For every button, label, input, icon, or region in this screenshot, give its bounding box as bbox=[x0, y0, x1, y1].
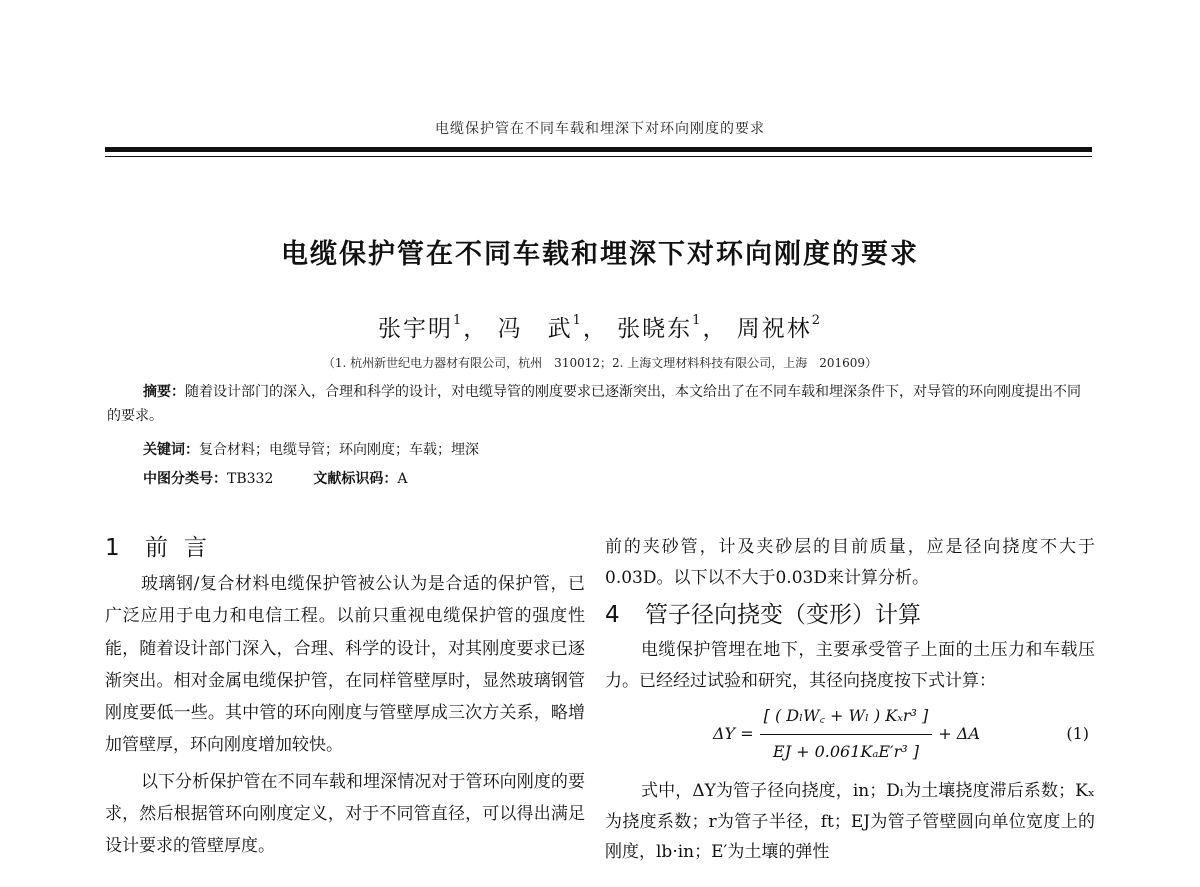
abstract bbox=[107, 380, 1092, 428]
running-header: 电缆保护管在不同车载和埋深下对环向刚度的要求 bbox=[435, 121, 765, 137]
section-number: 1 bbox=[105, 535, 136, 561]
keywords-label: 关键词： bbox=[143, 442, 199, 458]
author-name: 冯 武 bbox=[497, 316, 573, 342]
equation bbox=[605, 698, 1095, 770]
section-number: 4 bbox=[605, 602, 620, 628]
paragraph: 以下分析保护管在不同车载和埋深情况对于管环向刚度的要求，然后根据管环向刚度定义，对于不同管直径，可以得出满足设计要求的管壁厚度。 bbox=[105, 771, 585, 857]
paragraph: 式中，ΔY为管子径向挠度，in；Dₗ为土壤挠度滞后系数；Kₓ为挠度系数；r为管子半径，ft；EJ为管子管壁圆向单位宽度上的刚度，lb·in；E′为土壤的弹性 bbox=[605, 781, 1095, 862]
abstract-text: 随着设计部门的深入，合理和科学的设计，对电缆导管的刚度要求已逐渐突出，本文给出了在不同车载和埋深条件下，对导管的环向刚度提出不同的要求。 bbox=[107, 384, 1081, 424]
equation-fraction bbox=[760, 701, 933, 767]
paragraph: 前的夹砂管，计及夹砂层的目前质量，应是径向挠度不大于0.03D。以下以不大于0.03D来计算分析。 bbox=[605, 537, 1095, 588]
paragraph: 玻璃钢/复合材料电缆保护管被公认为是合适的保护管，已广泛应用于电力和电信工程。以前只重视电缆保护管的强度性能，随着设计部门深入，合理、科学的设计，对其刚度要求已逐渐突出。相对金属电缆保护管，在同样管壁厚时，显然玻璃钢管刚度要低一些。其中管的环向刚度与管壁厚成三次方关系，略增加管壁厚，环向刚度增加较快。 bbox=[105, 574, 585, 756]
right-column bbox=[605, 532, 1095, 868]
section-heading bbox=[605, 597, 1095, 633]
paper-title: 电缆保护管在不同车载和埋深下对环向刚度的要求 bbox=[281, 239, 919, 270]
doc-code-value: A bbox=[397, 471, 408, 487]
clc-value: TB332 bbox=[227, 471, 274, 487]
author-name: 周祝林 bbox=[736, 316, 812, 342]
left-column bbox=[105, 530, 585, 863]
keywords-text: 复合材料；电缆导管；环向刚度；车载；埋深 bbox=[199, 442, 479, 458]
author-list: 张宇明$^1$， 冯 武$^1$， 张晓东$^1$， 周祝林$^2$ bbox=[377, 313, 823, 342]
equation-rhs: + ΔA bbox=[938, 723, 980, 743]
equation-numerator: [ ( DₗW꜀ + Wₗ ) Kₓr³ ] bbox=[760, 701, 933, 735]
author-affiliation-mark: 1 bbox=[692, 313, 703, 329]
section-title: 管子径向挠变（变形）计算 bbox=[645, 602, 921, 628]
header-rule-thin bbox=[105, 156, 1092, 157]
author-affiliation-mark: 1 bbox=[452, 313, 464, 329]
affiliations: （1. 杭州新世纪电力器材有限公司，杭州 310012；2. 上海文理材料科技有限公司，上海 201609） bbox=[322, 356, 878, 370]
header-rule-thick bbox=[105, 147, 1092, 152]
clc-label: 中图分类号： bbox=[143, 471, 227, 487]
abstract-label: 摘要： bbox=[143, 384, 185, 400]
paragraph: 电缆保护管埋在地下，主要承受管子上面的土压力和车载压力。已经经过试验和研究，其径向挠度按下式计算： bbox=[605, 640, 1095, 691]
equation-denominator: EJ + 0.061KₐE′r³ ] bbox=[772, 741, 920, 761]
author-name: 张晓东 bbox=[617, 316, 693, 342]
section-heading bbox=[105, 530, 585, 566]
keywords-line bbox=[143, 439, 479, 459]
classification-line bbox=[143, 468, 407, 488]
author-name: 张宇明 bbox=[377, 316, 453, 342]
equation-lhs: ΔY = bbox=[713, 723, 754, 743]
equation-number: (1) bbox=[1066, 723, 1089, 743]
section-title: 前言 bbox=[145, 535, 223, 561]
author-affiliation-mark: 1 bbox=[572, 313, 583, 329]
author-affiliation-mark: 2 bbox=[811, 313, 823, 329]
doc-code-label: 文献标识码： bbox=[313, 471, 398, 487]
